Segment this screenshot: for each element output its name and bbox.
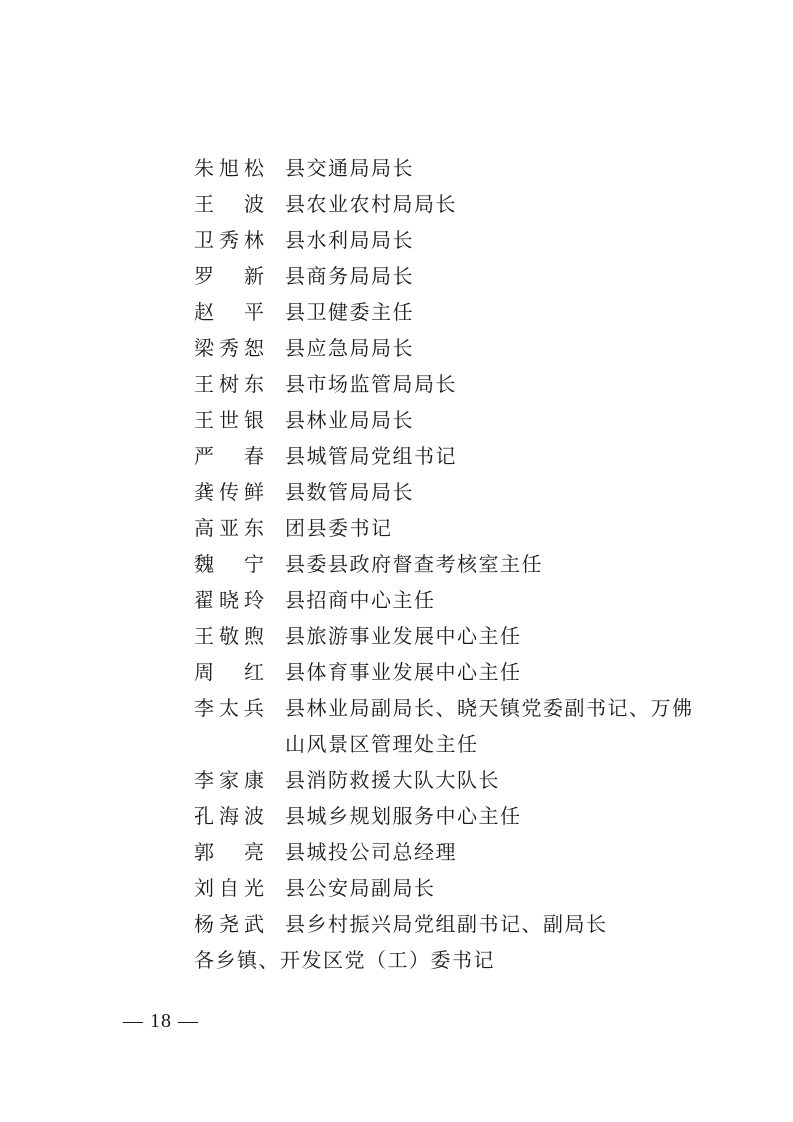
member-title: 县招商中心主任: [285, 588, 436, 612]
roster-row: [194, 870, 734, 906]
roster-row: [194, 222, 734, 258]
member-name: 孔海波: [194, 804, 264, 828]
member-name: 王敬煦: [194, 624, 264, 648]
member-title: 县应急局局长: [285, 336, 414, 360]
member-title: 县数管局局长: [285, 480, 414, 504]
roster-row: [194, 618, 734, 654]
member-title: 县乡村振兴局党组副书记、副局长: [285, 912, 608, 936]
closing-line: 各乡镇、开发区党（工）委书记: [194, 948, 495, 972]
member-title: 县农业农村局局长: [285, 192, 457, 216]
member-name: 王世银: [194, 408, 264, 432]
member-title: 县委县政府督查考核室主任: [285, 552, 543, 576]
member-title: 县林业局副局长、晓天镇党委副书记、万佛山风景区管理处主任: [285, 696, 694, 756]
member-title: 县城乡规划服务中心主任: [285, 804, 522, 828]
roster-row: [194, 654, 734, 690]
member-name: 魏 宁: [194, 552, 264, 576]
roster-row: [194, 186, 734, 222]
roster-row: [194, 798, 734, 834]
member-name: 赵 平: [194, 300, 264, 324]
member-name: 梁秀恕: [194, 336, 264, 360]
roster-row: [194, 906, 734, 942]
roster-row: [194, 366, 734, 402]
roster-row: [194, 546, 734, 582]
member-name: 卫秀林: [194, 228, 264, 252]
roster-row-closing: [194, 942, 734, 978]
member-name: 翟晓玲: [194, 588, 264, 612]
member-title: 团县委书记: [285, 516, 393, 540]
member-name: 严 春: [194, 444, 264, 468]
roster-row: [194, 690, 734, 762]
member-name: 王树东: [194, 372, 264, 396]
member-name: 龚传鲜: [194, 480, 264, 504]
member-title: 县市场监管局局长: [285, 372, 457, 396]
roster-row: [194, 582, 734, 618]
member-name: 罗 新: [194, 264, 264, 288]
member-name: 李家康: [194, 768, 264, 792]
roster-row: [194, 258, 734, 294]
member-title: 县旅游事业发展中心主任: [285, 624, 522, 648]
member-name: 高亚东: [194, 516, 264, 540]
roster-row: [194, 330, 734, 366]
member-title: 县林业局局长: [285, 408, 414, 432]
member-name: 刘自光: [194, 876, 264, 900]
page-number: — 18 —: [123, 1010, 199, 1032]
member-title: 县交通局局长: [285, 156, 414, 180]
roster-row: [194, 150, 734, 186]
member-name: 周 红: [194, 660, 264, 684]
roster-row: [194, 834, 734, 870]
roster-row: [194, 294, 734, 330]
roster-row: [194, 510, 734, 546]
member-title: 县消防救援大队大队长: [285, 768, 500, 792]
roster-row: [194, 474, 734, 510]
member-title: 县商务局局长: [285, 264, 414, 288]
member-title: 县水利局局长: [285, 228, 414, 252]
member-title: 县城投公司总经理: [285, 840, 457, 864]
member-roster: [194, 150, 734, 978]
roster-row: [194, 762, 734, 798]
member-name: 李太兵: [194, 696, 264, 720]
member-name: 王 波: [194, 192, 264, 216]
member-name: 杨尧武: [194, 912, 264, 936]
member-title: 县体育事业发展中心主任: [285, 660, 522, 684]
roster-row: [194, 438, 734, 474]
member-title: 县公安局副局长: [285, 876, 436, 900]
member-title: 县卫健委主任: [285, 300, 414, 324]
member-name: 朱旭松: [194, 156, 264, 180]
member-title: 县城管局党组书记: [285, 444, 457, 468]
roster-row: [194, 402, 734, 438]
member-name: 郭 亮: [194, 840, 264, 864]
